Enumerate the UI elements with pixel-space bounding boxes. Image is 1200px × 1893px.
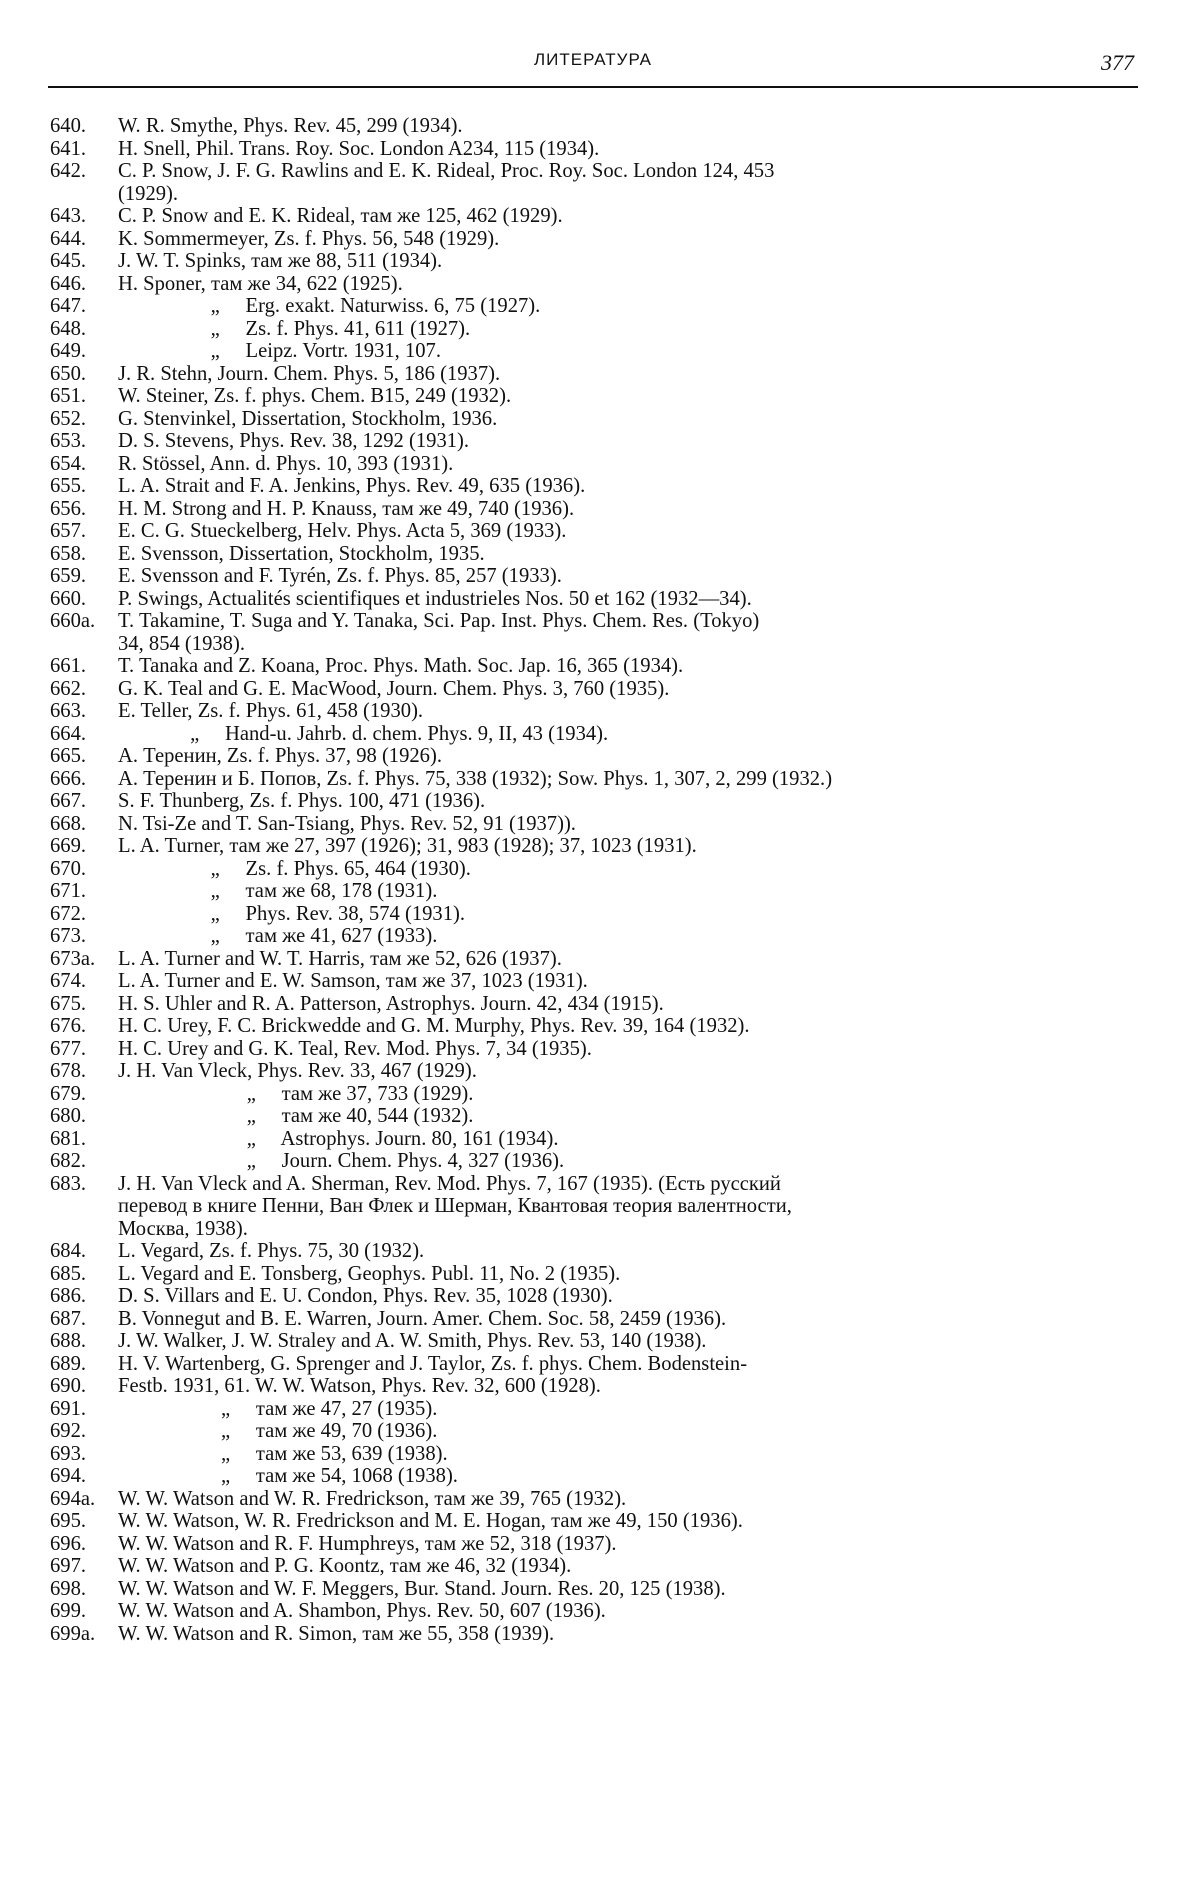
reference-line: „ Leipz. Vortr. 1931, 107. xyxy=(118,340,441,362)
reference-entry xyxy=(48,1353,1158,1376)
reference-line: „ там же 47, 27 (1935). xyxy=(118,1397,438,1420)
reference-line: H. Sponer, там же 34, 622 (1925). xyxy=(118,272,403,295)
reference-number: 695. xyxy=(50,1510,87,1532)
reference-entry xyxy=(48,835,1158,858)
reference-text xyxy=(118,903,1158,926)
reference-text xyxy=(118,948,1158,971)
reference-entry xyxy=(48,790,1158,813)
reference-text xyxy=(118,1150,1158,1173)
reference-number: 699a. xyxy=(50,1622,96,1645)
reference-entry xyxy=(48,138,1158,161)
reference-line: N. Tsi-Ze and T. San-Tsiang, Phys. Rev. 52, 91 (1937)). xyxy=(118,812,576,835)
reference-text xyxy=(118,768,1158,791)
reference-text xyxy=(118,475,1158,498)
reference-number: 667. xyxy=(50,790,87,812)
reference-line: G. K. Teal and G. E. MacWood, Journ. Chem. Phys. 3, 760 (1935). xyxy=(118,677,670,700)
reference-number: 698. xyxy=(50,1577,87,1600)
reference-text xyxy=(118,1015,1158,1038)
reference-text xyxy=(118,678,1158,701)
reference-line: G. Stenvinkel, Dissertation, Stockholm, 1936. xyxy=(118,407,498,430)
reference-entry xyxy=(48,1533,1158,1556)
reference-line: J. H. Van Vleck and A. Sherman, Rev. Mod. Phys. 7, 167 (1935). (Есть русский xyxy=(118,1172,781,1195)
reference-text xyxy=(118,430,1158,453)
reference-line: „ там же 40, 544 (1932). xyxy=(118,1105,474,1127)
reference-line: J. W. Walker, J. W. Straley and A. W. Smith, Phys. Rev. 53, 140 (1938). xyxy=(118,1330,707,1352)
reference-line: L. Vegard and E. Tonsberg, Geophys. Publ. 11, No. 2 (1935). xyxy=(118,1262,621,1285)
reference-line: C. P. Snow and E. K. Rideal, там же 125, 462 (1929). xyxy=(118,205,563,227)
reference-text xyxy=(118,1465,1158,1488)
reference-line: H. C. Urey and G. K. Teal, Rev. Mod. Phys. 7, 34 (1935). xyxy=(118,1037,592,1060)
reference-text xyxy=(118,1038,1158,1061)
reference-number: 668. xyxy=(50,812,87,835)
reference-entry xyxy=(48,880,1158,903)
reference-number: 681. xyxy=(50,1127,87,1150)
reference-number: 676. xyxy=(50,1015,87,1037)
reference-line: „ Zs. f. Phys. 65, 464 (1930). xyxy=(118,857,471,880)
reference-text xyxy=(118,1060,1158,1083)
reference-text xyxy=(118,138,1158,161)
reference-entry xyxy=(48,1510,1158,1533)
reference-entry xyxy=(48,678,1158,701)
reference-text xyxy=(118,453,1158,476)
reference-text xyxy=(118,1285,1158,1308)
reference-line: „ Erg. exakt. Naturwiss. 6, 75 (1927). xyxy=(118,295,541,317)
reference-number: 640. xyxy=(50,115,87,137)
reference-entry xyxy=(48,565,1158,588)
reference-number: 652. xyxy=(50,407,87,430)
reference-text xyxy=(118,880,1158,903)
reference-entry xyxy=(48,1150,1158,1173)
reference-text xyxy=(118,655,1158,678)
reference-line: H. V. Wartenberg, G. Sprenger and J. Taylor, Zs. f. phys. Chem. Bodenstein- xyxy=(118,1352,748,1375)
reference-number: 641. xyxy=(50,137,87,160)
reference-entry xyxy=(48,925,1158,948)
reference-text xyxy=(118,250,1158,273)
reference-number: 678. xyxy=(50,1060,87,1082)
reference-text xyxy=(118,1600,1158,1623)
reference-entry xyxy=(48,228,1158,251)
reference-entry xyxy=(48,363,1158,386)
reference-line: J. H. Van Vleck, Phys. Rev. 33, 467 (1929). xyxy=(118,1060,477,1082)
reference-number: 673. xyxy=(50,925,87,947)
reference-text xyxy=(118,498,1158,521)
reference-entry xyxy=(48,858,1158,881)
reference-number: 693. xyxy=(50,1442,87,1465)
reference-line: C. P. Snow, J. F. G. Rawlins and E. K. Rideal, Proc. Roy. Soc. London 124, 453 xyxy=(118,160,775,182)
reference-entry xyxy=(48,1555,1158,1578)
reference-text xyxy=(118,1578,1158,1601)
reference-number: 689. xyxy=(50,1352,87,1375)
reference-entry xyxy=(48,768,1158,791)
reference-entry xyxy=(48,745,1158,768)
reference-line: A. Теренин и Б. Попов, Zs. f. Phys. 75, 338 (1932); Sow. Phys. 1, 307, 2, 299 (1932.) xyxy=(118,767,833,790)
reference-line: L. Vegard, Zs. f. Phys. 75, 30 (1932). xyxy=(118,1240,425,1262)
reference-entry xyxy=(48,318,1158,341)
reference-entry xyxy=(48,340,1158,363)
reference-line: W. W. Watson and R. F. Humphreys, там же 52, 318 (1937). xyxy=(118,1532,617,1555)
reference-line: E. Svensson and F. Tyrén, Zs. f. Phys. 85, 257 (1933). xyxy=(118,565,562,587)
reference-line: „ Hand-u. Jahrb. d. chem. Phys. 9, II, 43 (1934). xyxy=(118,722,609,745)
reference-line: W. W. Watson and R. Simon, там же 55, 358 (1939). xyxy=(118,1622,555,1645)
reference-text xyxy=(118,1420,1158,1443)
reference-number: 694. xyxy=(50,1465,87,1487)
reference-number: 686. xyxy=(50,1285,87,1307)
reference-number: 687. xyxy=(50,1307,87,1330)
reference-entry xyxy=(48,1398,1158,1421)
reference-number: 672. xyxy=(50,902,87,925)
reference-line: „ там же 54, 1068 (1938). xyxy=(118,1465,458,1487)
reference-number: 671. xyxy=(50,880,87,902)
reference-list xyxy=(48,115,1158,1645)
reference-line: H. C. Urey, F. C. Brickwedde and G. M. Murphy, Phys. Rev. 39, 164 (1932). xyxy=(118,1015,750,1037)
reference-text xyxy=(118,858,1158,881)
reference-text xyxy=(118,115,1158,138)
reference-entry xyxy=(48,1083,1158,1106)
reference-entry xyxy=(48,205,1158,228)
reference-entry xyxy=(48,1443,1158,1466)
reference-line: перевод в книге Пенни, Ван Флек и Шерман, Квантовая теория валентности, xyxy=(118,1195,792,1217)
reference-number: 655. xyxy=(50,475,87,497)
reference-line: „ там же 49, 70 (1936). xyxy=(118,1420,438,1442)
reference-text xyxy=(118,205,1158,228)
reference-text xyxy=(118,925,1158,948)
reference-number: 651. xyxy=(50,385,87,407)
reference-entry xyxy=(48,1375,1158,1398)
reference-number: 644. xyxy=(50,227,87,250)
reference-line: T. Tanaka and Z. Koana, Proc. Phys. Math. Soc. Jap. 16, 365 (1934). xyxy=(118,655,684,677)
reference-line: E. Svensson, Dissertation, Stockholm, 1935. xyxy=(118,542,485,565)
reference-number: 692. xyxy=(50,1420,87,1442)
reference-number: 646. xyxy=(50,272,87,295)
reference-number: 690. xyxy=(50,1375,87,1397)
reference-number: 669. xyxy=(50,835,87,857)
reference-number: 658. xyxy=(50,542,87,565)
reference-text xyxy=(118,588,1158,611)
reference-line: „ Phys. Rev. 38, 574 (1931). xyxy=(118,902,466,925)
reference-number: 659. xyxy=(50,565,87,587)
reference-entry xyxy=(48,1128,1158,1151)
reference-number: 680. xyxy=(50,1105,87,1127)
reference-line: W. R. Smythe, Phys. Rev. 45, 299 (1934). xyxy=(118,115,463,137)
reference-entry xyxy=(48,295,1158,318)
reference-line: „ там же 37, 733 (1929). xyxy=(118,1082,474,1105)
reference-text xyxy=(118,363,1158,386)
reference-line: T. Takamine, T. Suga and Y. Tanaka, Sci. Pap. Inst. Phys. Chem. Res. (Tokyo) xyxy=(118,610,760,632)
reference-entry xyxy=(48,1060,1158,1083)
reference-line: Festb. 1931, 61. W. W. Watson, Phys. Rev. 32, 600 (1928). xyxy=(118,1375,601,1397)
reference-text xyxy=(118,610,1158,655)
reference-entry xyxy=(48,1015,1158,1038)
reference-number: 679. xyxy=(50,1082,87,1105)
reference-entry xyxy=(48,385,1158,408)
reference-entry xyxy=(48,610,1158,655)
reference-line: „ там же 41, 627 (1933). xyxy=(118,925,438,947)
reference-text xyxy=(118,543,1158,566)
reference-number: 647. xyxy=(50,295,87,317)
reference-line: (1929). xyxy=(118,182,179,205)
reference-text xyxy=(118,1443,1158,1466)
reference-entry xyxy=(48,543,1158,566)
reference-line: E. Teller, Zs. f. Phys. 61, 458 (1930). xyxy=(118,700,424,722)
reference-text xyxy=(118,1173,1158,1241)
reference-entry xyxy=(48,1420,1158,1443)
reference-entry xyxy=(48,1578,1158,1601)
reference-line: K. Sommermeyer, Zs. f. Phys. 56, 548 (1929). xyxy=(118,227,500,250)
reference-number: 662. xyxy=(50,677,87,700)
reference-entry xyxy=(48,723,1158,746)
reference-line: W. W. Watson and W. R. Fredrickson, там же 39, 765 (1932). xyxy=(118,1487,627,1510)
reference-line: P. Swings, Actualités scientifiques et industrieles Nos. 50 et 162 (1932—34). xyxy=(118,587,752,610)
reference-entry xyxy=(48,1285,1158,1308)
reference-text xyxy=(118,340,1158,363)
reference-number: 684. xyxy=(50,1240,87,1262)
reference-number: 650. xyxy=(50,362,87,385)
reference-number: 699. xyxy=(50,1600,87,1622)
reference-text xyxy=(118,745,1158,768)
reference-line: W. Steiner, Zs. f. phys. Chem. B15, 249 (1932). xyxy=(118,385,512,407)
reference-line: W. W. Watson and P. G. Koontz, там же 46, 32 (1934). xyxy=(118,1555,572,1577)
reference-entry xyxy=(48,1263,1158,1286)
reference-number: 688. xyxy=(50,1330,87,1352)
reference-text xyxy=(118,1555,1158,1578)
reference-entry xyxy=(48,273,1158,296)
reference-entry xyxy=(48,1623,1158,1646)
reference-text xyxy=(118,318,1158,341)
reference-entry xyxy=(48,430,1158,453)
reference-line: R. Stössel, Ann. d. Phys. 10, 393 (1931). xyxy=(118,452,454,475)
reference-number: 660a. xyxy=(50,610,96,632)
reference-entry xyxy=(48,115,1158,138)
reference-text xyxy=(118,408,1158,431)
reference-text xyxy=(118,295,1158,318)
reference-number: 656. xyxy=(50,497,87,520)
reference-text xyxy=(118,1128,1158,1151)
reference-line: W. W. Watson, W. R. Fredrickson and M. E. Hogan, там же 49, 150 (1936). xyxy=(118,1510,743,1532)
reference-number: 666. xyxy=(50,767,87,790)
reference-entry xyxy=(48,903,1158,926)
reference-entry xyxy=(48,948,1158,971)
reference-number: 665. xyxy=(50,745,87,767)
reference-line: L. A. Turner and W. T. Harris, там же 52, 626 (1937). xyxy=(118,947,562,970)
reference-number: 696. xyxy=(50,1532,87,1555)
reference-text xyxy=(118,385,1158,408)
reference-entry xyxy=(48,453,1158,476)
reference-number: 663. xyxy=(50,700,87,722)
reference-entry xyxy=(48,700,1158,723)
reference-line: A. Теренин, Zs. f. Phys. 37, 98 (1926). xyxy=(118,745,442,767)
reference-text xyxy=(118,1398,1158,1421)
reference-number: 670. xyxy=(50,857,87,880)
reference-entry xyxy=(48,1488,1158,1511)
reference-text xyxy=(118,1308,1158,1331)
running-title: ЛИТЕРАТУРА xyxy=(533,50,653,69)
reference-entry xyxy=(48,813,1158,836)
reference-text xyxy=(118,273,1158,296)
reference-text xyxy=(118,1353,1158,1376)
reference-text xyxy=(118,700,1158,723)
reference-text xyxy=(118,565,1158,588)
reference-number: 675. xyxy=(50,992,87,1015)
reference-number: 682. xyxy=(50,1150,87,1172)
reference-line: „ Journ. Chem. Phys. 4, 327 (1936). xyxy=(118,1150,565,1172)
reference-text xyxy=(118,1083,1158,1106)
reference-number: 697. xyxy=(50,1555,87,1577)
reference-line: W. W. Watson and A. Shambon, Phys. Rev. 50, 607 (1936). xyxy=(118,1600,606,1622)
reference-number: 648. xyxy=(50,317,87,340)
reference-entry xyxy=(48,160,1158,205)
reference-entry xyxy=(48,1600,1158,1623)
page-header xyxy=(48,48,1138,88)
reference-entry xyxy=(48,1240,1158,1263)
reference-number: 685. xyxy=(50,1262,87,1285)
reference-line: J. W. T. Spinks, там же 88, 511 (1934). xyxy=(118,250,443,272)
reference-text xyxy=(118,813,1158,836)
reference-text xyxy=(118,520,1158,543)
reference-number: 653. xyxy=(50,430,87,452)
reference-text xyxy=(118,723,1158,746)
reference-entry xyxy=(48,1330,1158,1353)
reference-line: L. A. Turner and E. W. Samson, там же 37, 1023 (1931). xyxy=(118,970,588,992)
reference-number: 673a. xyxy=(50,947,96,970)
page-number: 377 xyxy=(1101,50,1134,75)
reference-line: „ там же 53, 639 (1938). xyxy=(118,1442,448,1465)
reference-entry xyxy=(48,408,1158,431)
reference-number: 642. xyxy=(50,160,87,182)
reference-number: 657. xyxy=(50,520,87,542)
reference-text xyxy=(118,1330,1158,1353)
reference-line: J. R. Stehn, Journ. Chem. Phys. 5, 186 (1937). xyxy=(118,362,501,385)
reference-number: 677. xyxy=(50,1037,87,1060)
reference-entry xyxy=(48,588,1158,611)
reference-line: „ там же 68, 178 (1931). xyxy=(118,880,438,902)
reference-text xyxy=(118,1105,1158,1128)
reference-entry xyxy=(48,475,1158,498)
reference-text xyxy=(118,1623,1158,1646)
reference-line: L. A. Strait and F. A. Jenkins, Phys. Rev. 49, 635 (1936). xyxy=(118,475,586,497)
reference-line: H. S. Uhler and R. A. Patterson, Astrophys. Journ. 42, 434 (1915). xyxy=(118,992,664,1015)
reference-number: 694a. xyxy=(50,1487,96,1510)
reference-entry xyxy=(48,498,1158,521)
reference-text xyxy=(118,160,1158,205)
reference-text xyxy=(118,970,1158,993)
reference-text xyxy=(118,1240,1158,1263)
reference-number: 683. xyxy=(50,1172,87,1195)
reference-text xyxy=(118,1488,1158,1511)
reference-line: Москва, 1938). xyxy=(118,1217,248,1240)
reference-line: H. M. Strong and H. P. Knauss, там же 49, 740 (1936). xyxy=(118,497,575,520)
reference-line: „ Astrophys. Journ. 80, 161 (1934). xyxy=(118,1127,559,1150)
reference-number: 654. xyxy=(50,452,87,475)
reference-text xyxy=(118,993,1158,1016)
reference-entry xyxy=(48,250,1158,273)
reference-number: 649. xyxy=(50,340,87,362)
reference-line: L. A. Turner, там же 27, 397 (1926); 31, 983 (1928); 37, 1023 (1931). xyxy=(118,835,697,857)
reference-entry xyxy=(48,655,1158,678)
reference-text xyxy=(118,228,1158,251)
reference-line: W. W. Watson and W. F. Meggers, Bur. Stand. Journ. Res. 20, 125 (1938). xyxy=(118,1577,726,1600)
reference-number: 645. xyxy=(50,250,87,272)
reference-line: „ Zs. f. Phys. 41, 611 (1927). xyxy=(118,317,471,340)
reference-number: 643. xyxy=(50,205,87,227)
reference-line: B. Vonnegut and B. E. Warren, Journ. Amer. Chem. Soc. 58, 2459 (1936). xyxy=(118,1307,727,1330)
reference-number: 660. xyxy=(50,587,87,610)
reference-text xyxy=(118,790,1158,813)
reference-number: 691. xyxy=(50,1397,87,1420)
reference-number: 661. xyxy=(50,655,87,677)
reference-line: E. C. G. Stueckelberg, Helv. Phys. Acta 5, 369 (1933). xyxy=(118,520,567,542)
reference-entry xyxy=(48,970,1158,993)
reference-text xyxy=(118,1263,1158,1286)
reference-entry xyxy=(48,1465,1158,1488)
reference-text xyxy=(118,1510,1158,1533)
reference-entry xyxy=(48,520,1158,543)
reference-line: 34, 854 (1938). xyxy=(118,632,245,655)
reference-entry xyxy=(48,993,1158,1016)
reference-text xyxy=(118,1533,1158,1556)
reference-entry xyxy=(48,1308,1158,1331)
reference-text xyxy=(118,1375,1158,1398)
reference-entry xyxy=(48,1105,1158,1128)
reference-number: 664. xyxy=(50,722,87,745)
reference-line: D. S. Stevens, Phys. Rev. 38, 1292 (1931). xyxy=(118,430,470,452)
reference-text xyxy=(118,835,1158,858)
reference-number: 674. xyxy=(50,970,87,992)
reference-line: S. F. Thunberg, Zs. f. Phys. 100, 471 (1936). xyxy=(118,790,486,812)
reference-line: D. S. Villars and E. U. Condon, Phys. Rev. 35, 1028 (1930). xyxy=(118,1285,613,1307)
reference-entry xyxy=(48,1038,1158,1061)
reference-line: H. Snell, Phil. Trans. Roy. Soc. London A234, 115 (1934). xyxy=(118,137,600,160)
reference-entry xyxy=(48,1173,1158,1241)
